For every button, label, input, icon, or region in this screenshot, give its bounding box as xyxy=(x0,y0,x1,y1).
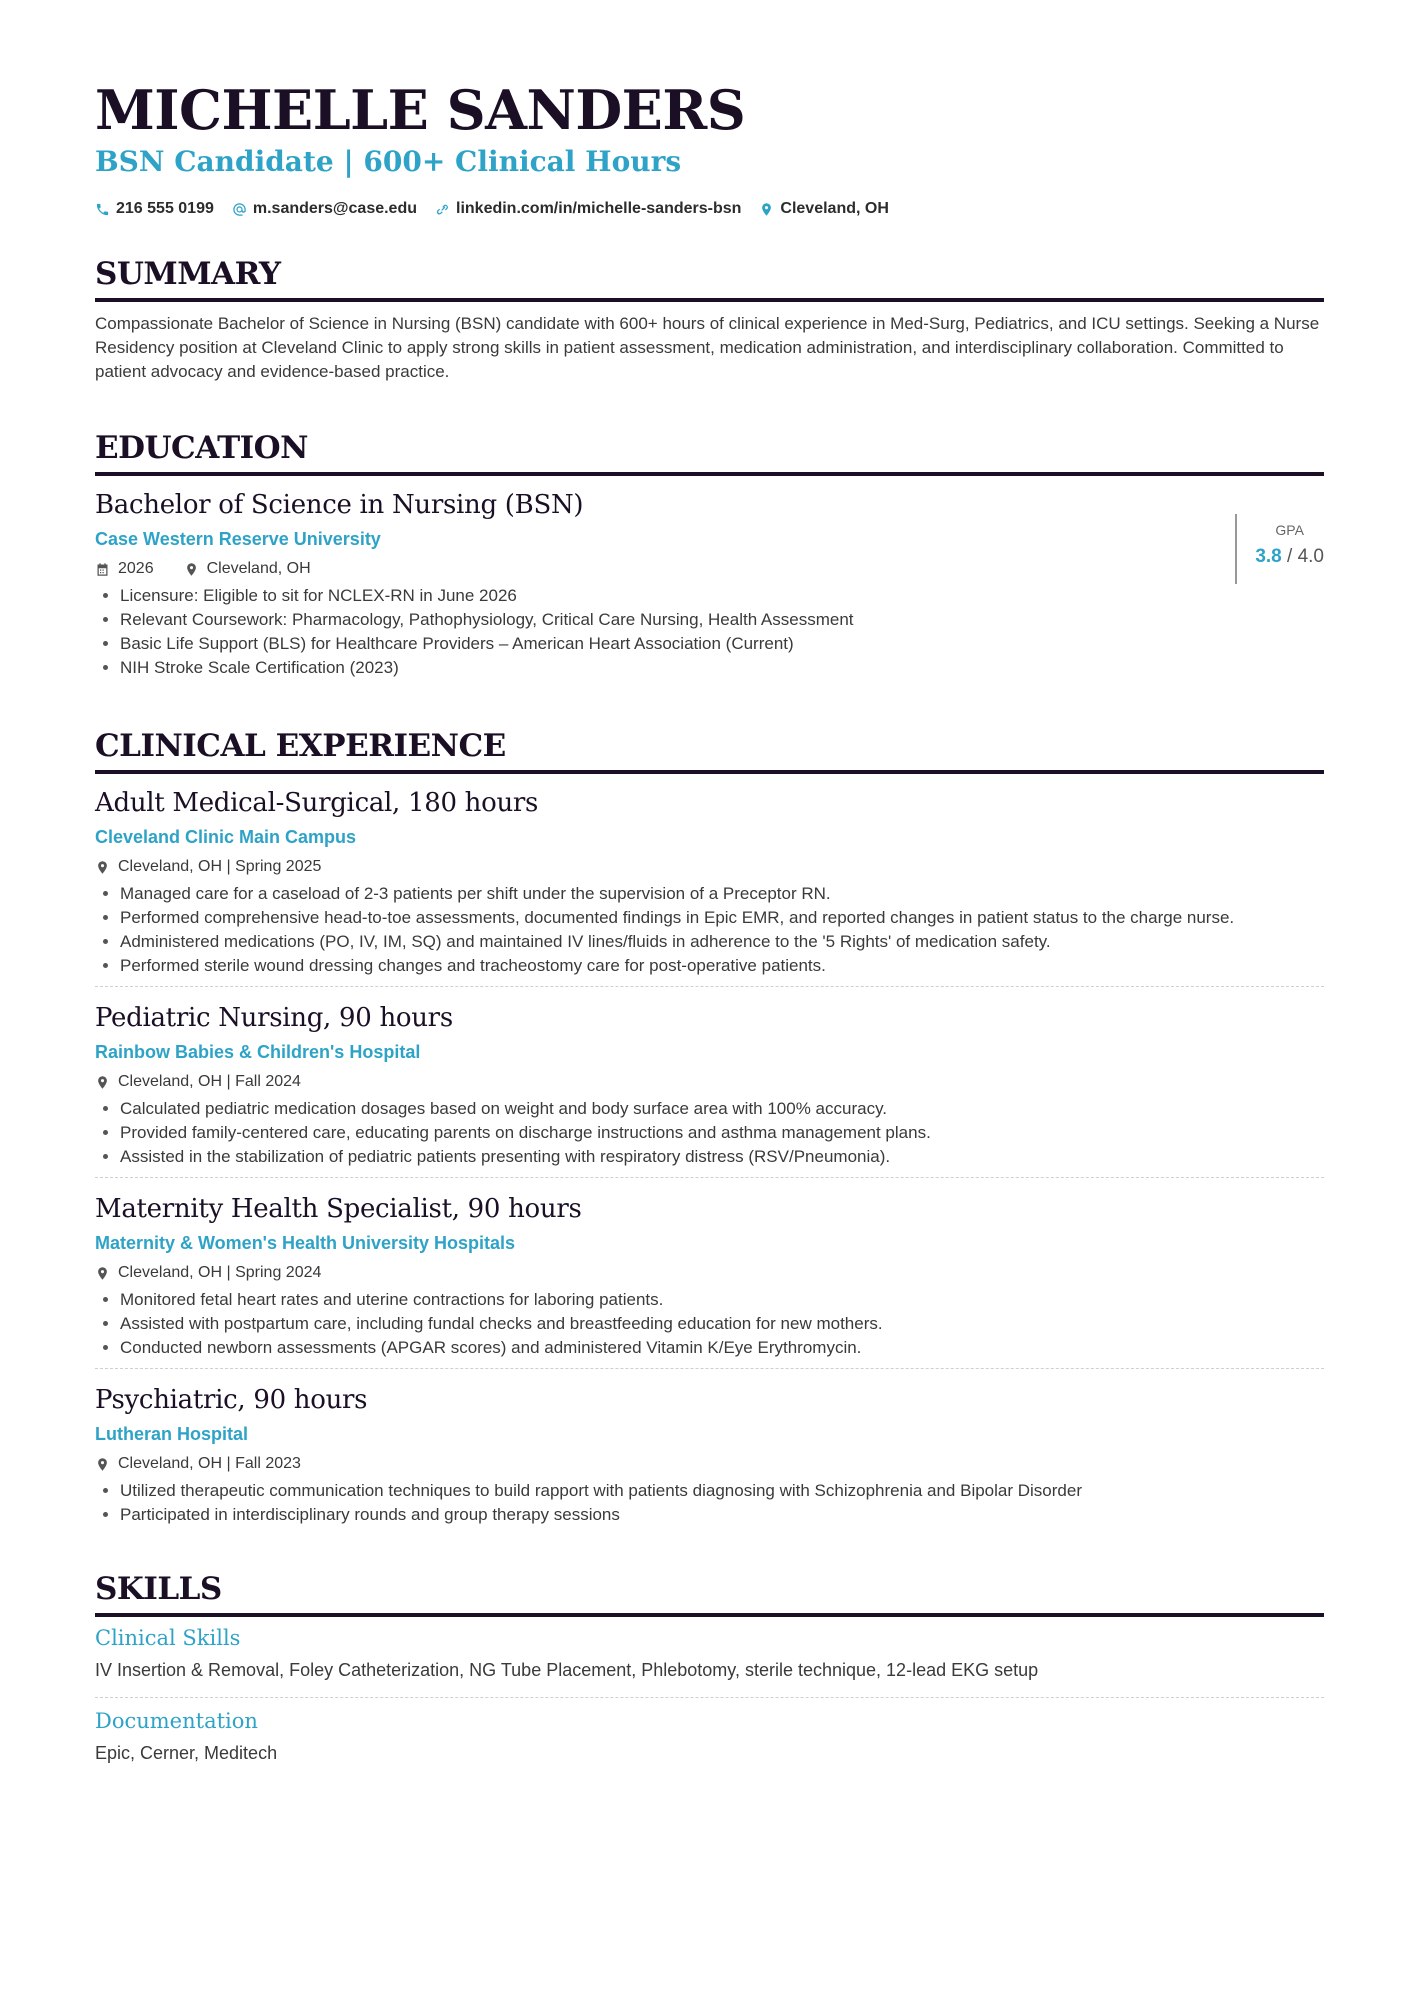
experience-entry xyxy=(95,784,1324,987)
experience-entry xyxy=(95,1381,1324,1535)
bullet-item: • Performed sterile wound dressing changes and tracheostomy care for post-operative patients. xyxy=(120,954,1324,978)
rotation-location-date: Cleveland, OH | Fall 2024 xyxy=(118,1073,301,1090)
school-name: Case Western Reserve University xyxy=(95,529,381,549)
bullet-item: • Assisted with postpartum care, including fundal checks and breastfeeding education for new mothers. xyxy=(120,1312,1324,1336)
skill-group xyxy=(95,1621,1324,1698)
education-meta xyxy=(95,554,1324,584)
experience-entry xyxy=(95,999,1324,1178)
rotation-meta xyxy=(95,1449,1324,1479)
education-bullets xyxy=(95,584,1324,680)
link-icon xyxy=(435,202,450,217)
bullet-item: • Participated in interdisciplinary rounds and group therapy sessions xyxy=(120,1503,1324,1527)
bullet-item: • Utilized therapeutic communication techniques to build rapport with patients diagnosing with Schizophrenia and Bipolar Disorder xyxy=(120,1479,1324,1503)
section-heading: SUMMARY xyxy=(95,256,281,292)
summary-text: Compassionate Bachelor of Science in Nursing (BSN) candidate with 600+ hours of clinical experience in Med-Surg, Pediatrics, and ICU settings. Seeking a Nurse Residency position at Cleveland Clinic to apply strong skills in patient assessment, medication administration, and interdisciplinary collaboration. Committed to patient advocacy and evidence-based practice. xyxy=(95,314,1320,381)
bullet-item: • Conducted newborn assessments (APGAR scores) and administered Vitamin K/Eye Erythromycin. xyxy=(120,1336,1324,1360)
rotation-title: Adult Medical-Surgical, 180 hours xyxy=(95,788,539,818)
facility-name: Maternity & Women's Health University Hospitals xyxy=(95,1233,516,1253)
rotation-meta xyxy=(95,1067,1324,1097)
contact-linkedin[interactable] xyxy=(435,200,741,218)
section-divider xyxy=(95,472,1324,476)
section-divider xyxy=(95,298,1324,302)
resume-body xyxy=(95,254,1324,1824)
at-icon xyxy=(232,202,247,217)
education-entry xyxy=(95,486,1324,688)
rotation-bullets xyxy=(95,882,1324,978)
candidate-name: MICHELLE SANDERS xyxy=(95,78,746,142)
rotation-meta xyxy=(95,1258,1324,1288)
location-icon xyxy=(95,1075,110,1090)
location-icon xyxy=(95,1266,110,1281)
bullet-item: • Provided family-centered care, educating parents on discharge instructions and asthma management plans. xyxy=(120,1121,1324,1145)
section-heading: SKILLS xyxy=(95,1571,222,1607)
experience-entry xyxy=(95,1190,1324,1369)
skill-group xyxy=(95,1704,1324,1780)
section-divider xyxy=(95,770,1324,774)
contact-phone xyxy=(95,200,214,218)
rotation-location-date: Cleveland, OH | Spring 2025 xyxy=(118,858,322,875)
phone-text: 216 555 0199 xyxy=(116,200,214,217)
school-location: Cleveland, OH xyxy=(206,560,311,577)
rotation-location-date: Cleveland, OH | Fall 2023 xyxy=(118,1455,301,1472)
summary-section xyxy=(95,254,1324,384)
rotation-bullets xyxy=(95,1288,1324,1360)
contact-email[interactable] xyxy=(232,200,417,218)
bullet-item: • Managed care for a caseload of 2-3 patients per shift under the supervision of a Preceptor RN. xyxy=(120,882,1324,906)
contact-location xyxy=(759,200,888,218)
skill-group-text: Epic, Cerner, Meditech xyxy=(95,1743,278,1763)
bullet-item: • Performed comprehensive head-to-toe assessments, documented findings in Epic EMR, and reported changes in patient status to the charge nurse. xyxy=(120,906,1324,930)
bullet-item: • Basic Life Support (BLS) for Healthcare Providers – American Heart Association (Current) xyxy=(120,632,1324,656)
facility-name: Lutheran Hospital xyxy=(95,1424,249,1444)
phone-icon xyxy=(95,202,110,217)
location-icon xyxy=(95,1457,110,1472)
location-icon xyxy=(95,860,110,875)
bullet-item: • Assisted in the stabilization of pediatric patients presenting with respiratory distress (RSV/Pneumonia). xyxy=(120,1145,1324,1169)
skill-group-name: Clinical Skills xyxy=(95,1626,241,1650)
bullet-item: • Monitored fetal heart rates and uterine contractions for laboring patients. xyxy=(120,1288,1324,1312)
graduation-year: 2026 xyxy=(118,560,154,577)
location-icon xyxy=(759,202,774,217)
candidate-subtitle: BSN Candidate | 600+ Clinical Hours xyxy=(95,145,682,178)
experience-list xyxy=(95,784,1324,1535)
location-icon xyxy=(184,562,199,577)
calendar-icon xyxy=(95,562,110,577)
facility-name: Cleveland Clinic Main Campus xyxy=(95,827,357,847)
bullet-item: • Administered medications (PO, IV, IM, SQ) and maintained IV lines/fluids in adherence to the '5 Rights' of medication safety. xyxy=(120,930,1324,954)
gpa-label: GPA xyxy=(1275,522,1304,538)
bullet-item: • NIH Stroke Scale Certification (2023) xyxy=(120,656,1324,680)
email-link[interactable]: m.sanders@case.edu xyxy=(252,200,417,217)
education-section xyxy=(95,428,1324,688)
contact-bar xyxy=(95,200,889,218)
bullet-item: • Calculated pediatric medication dosages based on weight and body surface area with 100% accuracy. xyxy=(120,1097,1324,1121)
bullet-item: • Relevant Coursework: Pharmacology, Pathophysiology, Critical Care Nursing, Health Assessment xyxy=(120,608,1324,632)
rotation-title: Maternity Health Specialist, 90 hours xyxy=(95,1194,582,1224)
skills-section xyxy=(95,1569,1324,1780)
bullet-item: • Licensure: Eligible to sit for NCLEX-RN in June 2026 xyxy=(120,584,1324,608)
gpa-max: / 4.0 xyxy=(1287,546,1324,567)
rotation-meta xyxy=(95,852,1324,882)
section-heading: CLINICAL EXPERIENCE xyxy=(95,728,506,764)
skill-group-name: Documentation xyxy=(95,1709,258,1733)
section-divider xyxy=(95,1613,1324,1617)
rotation-bullets xyxy=(95,1479,1324,1527)
gpa-box xyxy=(1235,514,1324,584)
gpa-value xyxy=(1255,542,1324,572)
experience-section xyxy=(95,726,1324,1535)
linkedin-link[interactable]: linkedin.com/in/michelle-sanders-bsn xyxy=(456,200,742,217)
rotation-title: Pediatric Nursing, 90 hours xyxy=(95,1003,453,1033)
rotation-title: Psychiatric, 90 hours xyxy=(95,1385,368,1415)
gpa-score: 3.8 xyxy=(1255,546,1282,567)
section-heading: EDUCATION xyxy=(95,430,308,466)
rotation-bullets xyxy=(95,1097,1324,1169)
location-text: Cleveland, OH xyxy=(780,200,889,217)
facility-name: Rainbow Babies & Children's Hospital xyxy=(95,1042,421,1062)
degree-title: Bachelor of Science in Nursing (BSN) xyxy=(95,490,584,520)
rotation-location-date: Cleveland, OH | Spring 2024 xyxy=(118,1264,322,1281)
skill-group-text: IV Insertion & Removal, Foley Catheterization, NG Tube Placement, Phlebotomy, sterile technique, 12-lead EKG setup xyxy=(95,1660,1039,1680)
